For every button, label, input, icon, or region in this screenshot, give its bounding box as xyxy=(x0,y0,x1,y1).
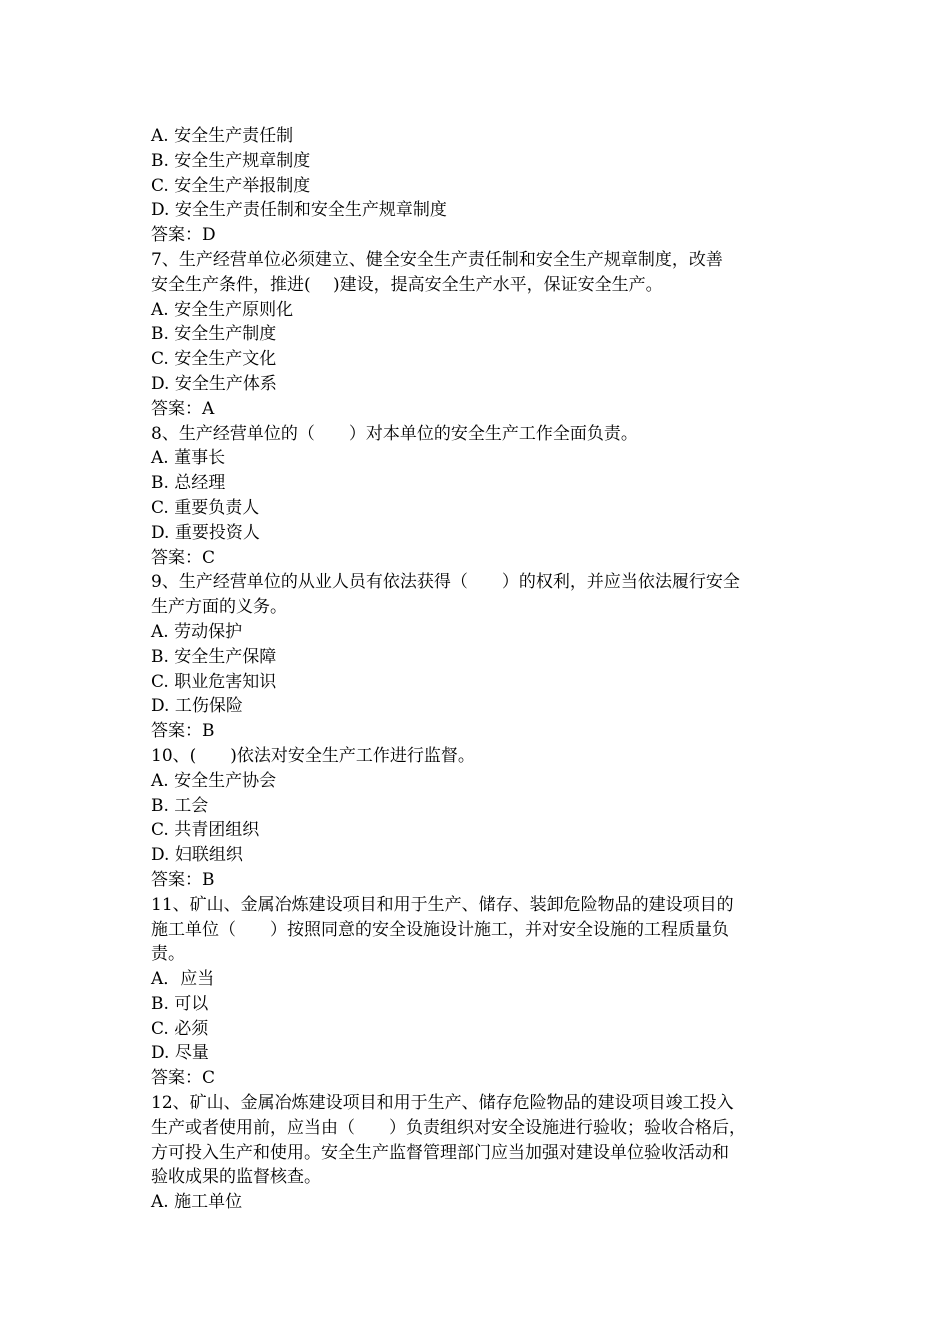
text-line: 施工单位（ ）按照同意的安全设施设计施工，并对安全设施的工程质量负 xyxy=(151,919,729,940)
text-line: D. 工伤保险 xyxy=(151,696,243,717)
text-line: D. 安全生产体系 xyxy=(151,373,277,394)
text-line: 答案：B xyxy=(151,721,215,742)
text-line: B. 工会 xyxy=(151,795,209,816)
text-line: 答案：A xyxy=(151,398,215,419)
text-line: C. 职业危害知识 xyxy=(151,671,277,692)
text-line: 11、矿山、金属冶炼建设项目和用于生产、储存、装卸危险物品的建设项目的 xyxy=(151,894,734,915)
text-line: A. 安全生产协会 xyxy=(151,770,277,791)
text-line: 验收成果的监督核查。 xyxy=(151,1167,321,1188)
text-line: C. 共青团组织 xyxy=(151,820,260,841)
document-text xyxy=(151,124,811,1215)
text-line: D. 妇联组织 xyxy=(151,845,243,866)
text-line: 生产方面的义务。 xyxy=(151,597,287,618)
text-line: D. 尽量 xyxy=(151,1043,209,1064)
text-line: A．应当 xyxy=(151,969,215,990)
text-line: A. 劳动保护 xyxy=(151,621,243,642)
text-line: A. 安全生产责任制 xyxy=(151,126,294,146)
text-line: B. 安全生产保障 xyxy=(151,646,277,667)
text-line: 安全生产条件，推进( )建设，提高安全生产水平，保证安全生产。 xyxy=(151,274,663,295)
text-line: A. 施工单位 xyxy=(151,1192,243,1213)
text-line: B. 总经理 xyxy=(151,473,226,494)
text-line: C. 安全生产文化 xyxy=(151,349,277,370)
text-line: 7、生产经营单位必须建立、健全安全生产责任制和安全生产规章制度，改善 xyxy=(151,249,723,270)
text-line: 9、生产经营单位的从业人员有依法获得（ ）的权利，并应当依法履行安全 xyxy=(151,572,740,593)
text-line: C. 重要负责人 xyxy=(151,497,260,518)
text-line: 答案：C xyxy=(151,1068,216,1089)
text-line: B. 安全生产制度 xyxy=(151,324,277,345)
text-line: D. 重要投资人 xyxy=(151,522,260,543)
text-line: 答案：B xyxy=(151,869,215,890)
text-line: 8、生产经营单位的（ ）对本单位的安全生产工作全面负责。 xyxy=(151,423,638,444)
text-line: A. 安全生产原则化 xyxy=(151,299,294,320)
text-line: 12、矿山、金属冶炼建设项目和用于生产、储存危险物品的建设项目竣工投入 xyxy=(151,1093,734,1114)
text-line: D. 安全生产责任制和安全生产规章制度 xyxy=(151,200,447,221)
text-line: 答案：D xyxy=(151,225,216,246)
text-line: C. 必须 xyxy=(151,1018,209,1039)
text-line: 答案：C xyxy=(151,547,216,568)
text-line: 生产或者使用前，应当由（ ）负责组织对安全设施进行验收；验收合格后， xyxy=(151,1117,746,1138)
text-line: 10、( )依法对安全生产工作进行监督。 xyxy=(151,745,475,766)
text-line: B. 可以 xyxy=(151,993,209,1014)
text-line: 方可投入生产和使用。安全生产监督管理部门应当加强对建设单位验收活动和 xyxy=(151,1142,729,1163)
text-line: A. 董事长 xyxy=(151,448,226,469)
text-line: C. 安全生产举报制度 xyxy=(151,175,311,196)
text-line: B. 安全生产规章制度 xyxy=(151,150,311,171)
text-line: 责。 xyxy=(151,944,185,965)
